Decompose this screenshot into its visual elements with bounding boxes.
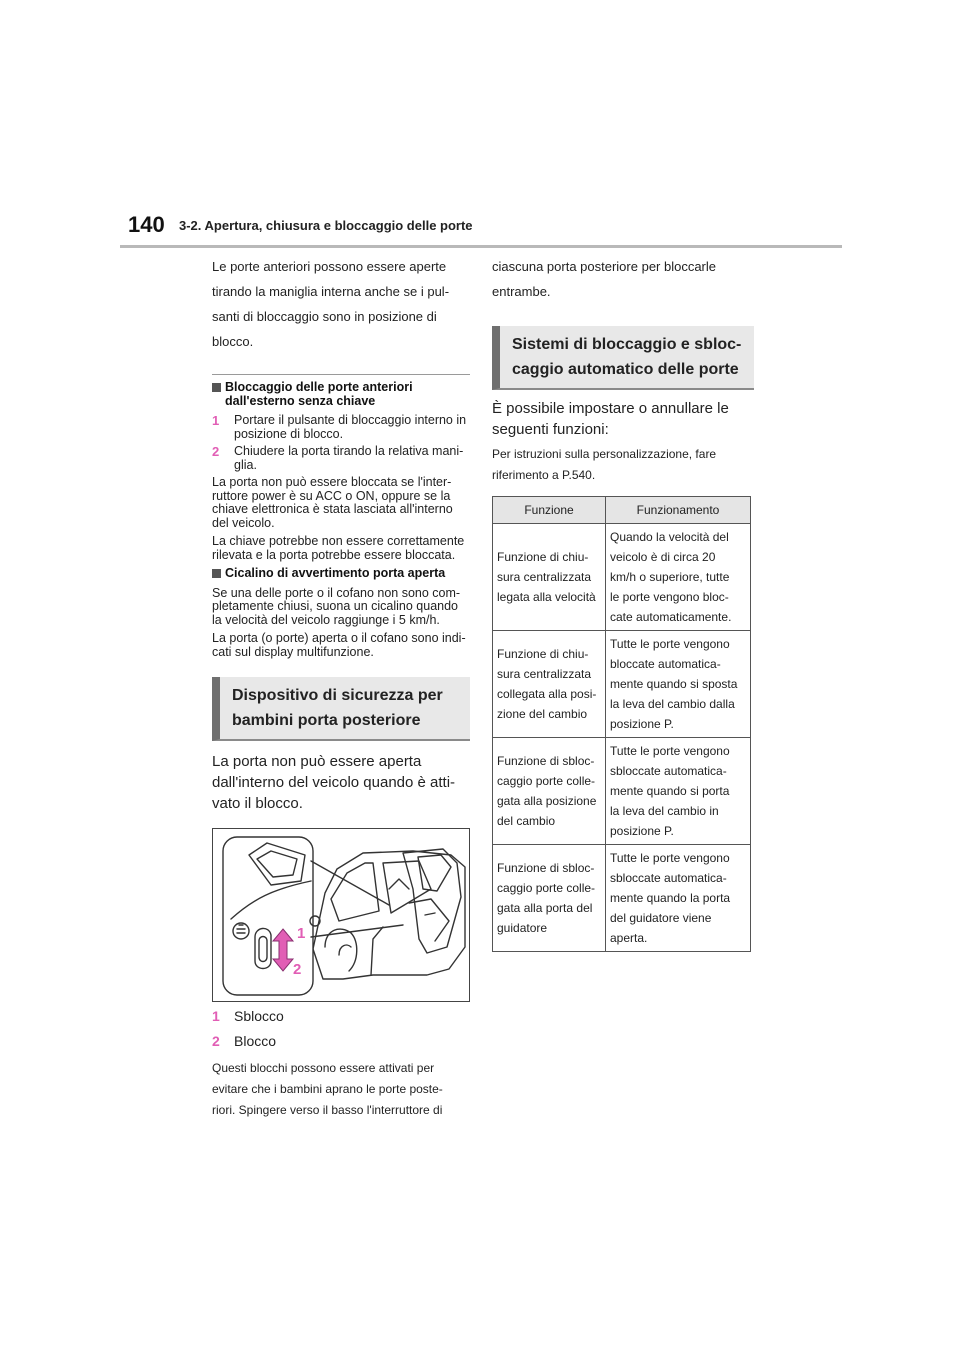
square-bullet-icon xyxy=(212,383,221,392)
cell-line: bloccate automatica- xyxy=(610,657,721,671)
lead-paragraph xyxy=(212,751,470,814)
text-line: Questi blocchi possono essere attivati per xyxy=(212,1061,435,1075)
step-number: 2 xyxy=(212,444,220,459)
door-illustration-svg xyxy=(213,829,469,1001)
cell-line: del cambio xyxy=(497,814,556,828)
cell-line: mente quando si sposta xyxy=(610,677,738,691)
cell-line: Funzione di chiu- xyxy=(497,550,589,564)
callout-label-2: 2 xyxy=(293,961,302,978)
continuation-paragraph xyxy=(492,254,754,304)
column-header: Funzione xyxy=(493,497,606,524)
subheading-text: Bloccaggio delle porte anteriori dall'esterno senza chiave xyxy=(225,380,413,408)
text-line: riferimento a P.540. xyxy=(492,468,596,482)
table-row xyxy=(493,631,751,738)
left-column xyxy=(212,254,470,1121)
section-heading-auto-lock xyxy=(492,326,754,390)
cell-line: posizione P. xyxy=(610,717,674,731)
function-cell xyxy=(493,845,606,952)
text-line: La porta non può essere aperta xyxy=(212,753,422,770)
step-text: Portare il pulsante di bloccaggio interno in posizione di blocco. xyxy=(234,413,467,441)
note-paragraph: La porta non può essere bloccata se l'inter-ruttore power è su ACC o ON, oppure se la chiave elettronica è stata lasciata all'interno del veicolo. xyxy=(212,475,453,530)
cell-line: gata alla posizione xyxy=(497,794,597,808)
step-item xyxy=(212,445,470,472)
cell-line: legata alla velocità xyxy=(497,590,596,604)
column-header: Funzionamento xyxy=(606,497,751,524)
text-line: vato il blocco. xyxy=(212,795,303,812)
cell-line: aperta. xyxy=(610,931,648,945)
text-line: seguenti funzioni: xyxy=(492,421,609,438)
cell-line: posizione P. xyxy=(610,824,674,838)
cell-line: Funzione di chiu- xyxy=(497,647,589,661)
lead-paragraph xyxy=(492,398,754,440)
text-line: dall'interno del veicolo quando è atti- xyxy=(212,774,456,791)
figure-legend xyxy=(212,1004,470,1054)
cell-line: km/h o superiore, tutte xyxy=(610,570,730,584)
cell-line: del guidatore viene xyxy=(610,911,712,925)
section-heading-line: Dispositivo di sicurezza per xyxy=(232,687,443,704)
cell-line: Funzione di sbloc- xyxy=(497,861,595,875)
cell-line: sura centralizzata xyxy=(497,667,592,681)
text-line: evitare che i bambini aprano le porte poste- xyxy=(212,1082,443,1096)
table-row xyxy=(493,845,751,952)
section-heading-line: bambini porta posteriore xyxy=(232,712,421,729)
callout-label-1: 1 xyxy=(297,925,306,942)
cell-line: Tutte le porte vengono xyxy=(610,637,730,651)
cell-line: la leva del cambio in xyxy=(610,804,719,818)
note-paragraph: Se una delle porte o il cofano non sono com-pletamente chiusi, suona un cicalino quando la velocità del veicolo raggiunge i 5 km/h. xyxy=(212,585,461,627)
note-paragraph: La porta (o porte) aperta o il cofano sono indi-cati sul display multifunzione. xyxy=(212,631,466,659)
cell-line: sbloccate automatica- xyxy=(610,871,727,885)
operation-cell xyxy=(606,524,751,631)
note-paragraph: La chiave potrebbe non essere correttamente rilevata e la porta potrebbe essere bloccata. xyxy=(212,534,465,562)
intro-paragraph xyxy=(212,254,470,354)
chapter-title: 3-2. Apertura, chiusura e bloccaggio delle porte xyxy=(179,218,473,233)
cell-line: Quando la velocità del xyxy=(610,530,729,544)
cell-line: sbloccate automatica- xyxy=(610,764,727,778)
cell-line: zione del cambio xyxy=(497,707,588,721)
text-line: ciascuna porta posteriore per bloccarle xyxy=(492,259,717,274)
page-number: 140 xyxy=(128,212,165,237)
step-text: Chiudere la porta tirando la relativa mani-glia. xyxy=(234,444,464,472)
cell-line: sura centralizzata xyxy=(497,570,592,584)
text-line: Le porte anteriori possono essere aperte xyxy=(212,259,447,274)
function-cell xyxy=(493,524,606,631)
operation-cell xyxy=(606,738,751,845)
reference-paragraph xyxy=(492,444,754,486)
legend-item xyxy=(212,1004,470,1029)
functions-table xyxy=(492,496,751,952)
text-line: riori. Spingere verso il basso l'interruttore di xyxy=(212,1103,443,1117)
legend-text: Blocco xyxy=(234,1033,277,1049)
subheading-lock-from-outside xyxy=(212,381,470,408)
legend-number: 2 xyxy=(212,1033,220,1049)
cell-line: caggio porte colle- xyxy=(497,881,596,895)
cell-line: mente quando la porta xyxy=(610,891,731,905)
cell-line: Tutte le porte vengono xyxy=(610,744,730,758)
cell-line: cate automaticamente. xyxy=(610,610,732,624)
subheading-text: Cicalino di avvertimento porta aperta xyxy=(225,566,446,580)
sub-rule xyxy=(212,374,470,375)
text-line: È possibile impostare o annullare le xyxy=(492,400,729,417)
cell-line: guidatore xyxy=(497,921,548,935)
subheading-door-alarm xyxy=(212,567,470,581)
operation-cell xyxy=(606,631,751,738)
outro-paragraph xyxy=(212,1058,470,1121)
cell-line: gata alla porta del xyxy=(497,901,593,915)
child-lock-illustration xyxy=(212,828,470,1002)
cell-line: collegata alla posi- xyxy=(497,687,597,701)
header-rule xyxy=(120,245,842,248)
cell-line: caggio porte colle- xyxy=(497,774,596,788)
text-line: Per istruzioni sulla personalizzazione, fare xyxy=(492,447,717,461)
cell-line: veicolo è di circa 20 xyxy=(610,550,716,564)
section-heading-line: caggio automatico delle porte xyxy=(512,361,739,378)
section-heading-line: Sistemi di bloccaggio e sbloc- xyxy=(512,336,742,353)
section-heading-child-lock xyxy=(212,677,470,741)
table-header-row xyxy=(493,497,751,524)
cell-line: Tutte le porte vengono xyxy=(610,851,730,865)
function-cell xyxy=(493,631,606,738)
operation-cell xyxy=(606,845,751,952)
legend-item xyxy=(212,1029,470,1054)
cell-line: le porte vengono bloc- xyxy=(610,590,729,604)
right-column xyxy=(492,254,754,952)
table-row xyxy=(493,524,751,631)
legend-text: Sblocco xyxy=(234,1008,284,1024)
step-number: 1 xyxy=(212,413,220,428)
text-line: tirando la maniglia interna anche se i pul- xyxy=(212,284,450,299)
cell-line: mente quando si porta xyxy=(610,784,730,798)
cell-line: la leva del cambio dalla xyxy=(610,697,735,711)
table-body xyxy=(493,524,751,952)
text-line: santi di bloccaggio sono in posizione di xyxy=(212,309,437,324)
table-row xyxy=(493,738,751,845)
function-cell xyxy=(493,738,606,845)
text-line: blocco. xyxy=(212,334,254,349)
cell-line: Funzione di sbloc- xyxy=(497,754,595,768)
text-line: entrambe. xyxy=(492,284,551,299)
square-bullet-icon xyxy=(212,569,221,578)
legend-number: 1 xyxy=(212,1008,220,1024)
step-item xyxy=(212,414,470,441)
